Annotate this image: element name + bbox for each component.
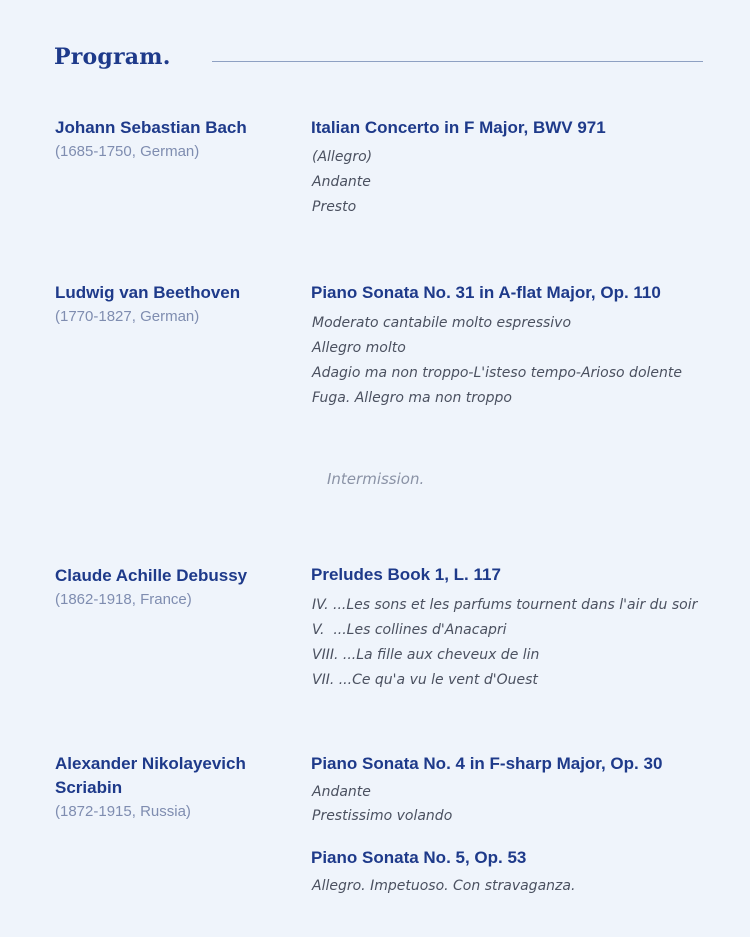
movement: V. ...Les collines d'Anacapri [312,622,507,638]
movement: Presto [312,199,357,215]
movement: Prestissimo volando [312,808,453,824]
movement: Moderato cantabile molto espressivo [312,315,572,331]
movement: VIII. ...La fille aux cheveux de lin [312,647,540,663]
work-title: Preludes Book 1, L. 117 [311,565,501,584]
movement: Adagio ma non troppo-L'isteso tempo-Arioso dolente [312,365,682,381]
work-title: Piano Sonata No. 31 in A-flat Major, Op. 110 [311,283,661,302]
composer-name: Johann Sebastian Bach [55,118,247,137]
movement: Andante [312,784,371,800]
composer-dates: (1862-1918, France) [55,591,192,608]
title-divider [212,61,703,62]
movement: VII. ...Ce qu'a vu le vent d'Ouest [312,672,538,688]
intermission-label: Intermission. [327,470,425,488]
composer-name: Ludwig van Beethoven [55,283,241,302]
composer-dates: (1685-1750, German) [55,143,200,160]
movement: (Allegro) [312,149,373,165]
movement: Andante [312,174,371,190]
composer-name: Claude Achille Debussy [55,566,248,585]
work-title: Italian Concerto in F Major, BWV 971 [311,118,606,137]
composer-name: Alexander Nikolayevich Scriabin [55,754,246,797]
composer-dates: (1872-1915, Russia) [55,803,191,820]
movement: Fuga. Allegro ma non troppo [312,390,512,406]
movement: IV. ...Les sons et les parfums tournent dans l'air du soir [312,597,698,613]
page-title: Program. [54,44,171,70]
work-title: Piano Sonata No. 5, Op. 53 [311,848,527,867]
work-title: Piano Sonata No. 4 in F-sharp Major, Op. 30 [311,754,663,773]
composer-dates: (1770-1827, German) [55,308,200,325]
movement: Allegro. Impetuoso. Con stravaganza. [312,878,576,894]
movement: Allegro molto [312,340,406,356]
